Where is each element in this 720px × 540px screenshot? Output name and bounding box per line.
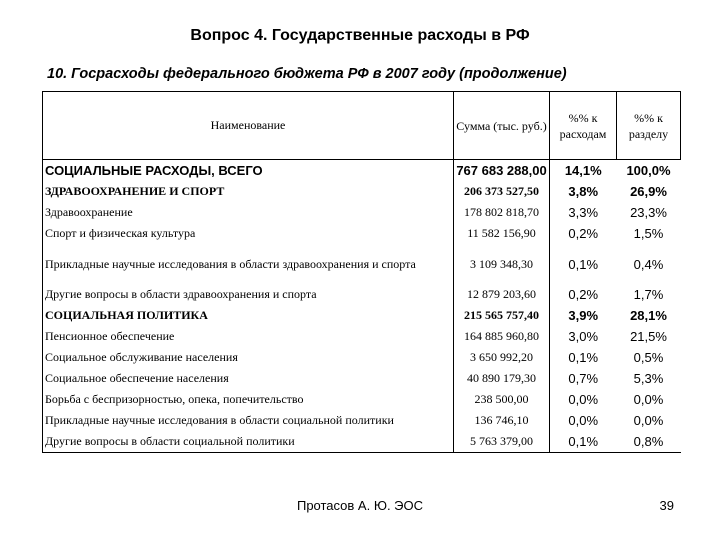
table-row xyxy=(43,305,681,326)
table-row xyxy=(43,284,681,305)
table-row xyxy=(43,389,681,410)
row-name: Прикладные научные исследования в области здравоохранения и спорта xyxy=(43,244,454,284)
row-name: Другие вопросы в области социальной политики xyxy=(43,431,454,453)
table-row xyxy=(43,326,681,347)
row-sum: 164 885 960,80 xyxy=(454,326,550,347)
row-pct-section: 28,1% xyxy=(630,308,667,323)
row-pct-section: 1,5% xyxy=(633,226,664,241)
slide-subtitle: 10. Госрасходы федерального бюджета РФ в 2007 году (продолжение) xyxy=(47,66,567,82)
row-pct-section: 100,0% xyxy=(626,163,671,178)
header-name: Наименование xyxy=(43,92,454,160)
table-row xyxy=(43,181,681,202)
row-pct-total: 0,1% xyxy=(568,350,599,365)
row-name: Другие вопросы в области здравоохранения и спорта xyxy=(43,284,454,305)
row-name: Прикладные научные исследования в области социальной политики xyxy=(43,410,454,431)
expenses-table xyxy=(42,91,681,453)
row-pct-section: 0,0% xyxy=(633,392,664,407)
row-sum: 11 582 156,90 xyxy=(454,223,550,244)
row-name: Спорт и физическая культура xyxy=(43,223,454,244)
expenses-table-container xyxy=(42,91,680,450)
row-pct-total: 0,2% xyxy=(568,287,599,302)
table-row xyxy=(43,223,681,244)
row-pct-section: 1,7% xyxy=(633,287,664,302)
row-name: Социальное обслуживание населения xyxy=(43,347,454,368)
row-name: СОЦИАЛЬНАЯ ПОЛИТИКА xyxy=(43,305,454,326)
row-sum: 767 683 288,00 xyxy=(454,160,550,182)
row-pct-section: 0,4% xyxy=(633,256,664,272)
row-sum: 136 746,10 xyxy=(454,410,550,431)
table-row xyxy=(43,347,681,368)
row-pct-total: 0,0% xyxy=(568,413,599,428)
row-sum: 3 650 992,20 xyxy=(454,347,550,368)
row-pct-section: 0,5% xyxy=(633,350,664,365)
row-pct-total: 0,7% xyxy=(568,371,599,386)
row-pct-total: 3,8% xyxy=(568,184,599,199)
header-sum: Сумма (тыс. руб.) xyxy=(454,92,550,160)
row-name: ЗДРАВООХРАНЕНИЕ И СПОРТ xyxy=(43,181,454,202)
row-name: Пенсионное обеспечение xyxy=(43,326,454,347)
row-sum: 178 802 818,70 xyxy=(454,202,550,223)
row-pct-section: 0,8% xyxy=(617,431,681,453)
row-pct-section: 21,5% xyxy=(630,329,667,344)
row-sum: 5 763 379,00 xyxy=(454,431,550,453)
row-name: Борьба с беспризорностью, опека, попечительство xyxy=(43,389,454,410)
row-pct-section: 23,3% xyxy=(630,205,667,220)
row-sum: 206 373 527,50 xyxy=(454,181,550,202)
table-row xyxy=(43,410,681,431)
row-sum: 12 879 203,60 xyxy=(454,284,550,305)
slide-title: Вопрос 4. Государственные расходы в РФ xyxy=(190,27,530,44)
row-name: Здравоохранение xyxy=(43,202,454,223)
row-sum: 215 565 757,40 xyxy=(454,305,550,326)
header-pct-total: %% к расходам xyxy=(550,92,617,160)
table-row xyxy=(43,368,681,389)
row-sum: 3 109 348,30 xyxy=(454,244,550,284)
row-pct-total: 0,1% xyxy=(550,431,617,453)
footer-author: Протасов А. Ю. ЭОС xyxy=(296,498,424,513)
table-row xyxy=(43,431,681,453)
row-pct-total: 3,0% xyxy=(568,329,599,344)
table-row xyxy=(43,202,681,223)
row-pct-section: 5,3% xyxy=(633,371,664,386)
row-name: Социальное обеспечение населения xyxy=(43,368,454,389)
table-header-row xyxy=(43,92,681,160)
row-pct-section: 26,9% xyxy=(630,184,667,199)
row-sum: 238 500,00 xyxy=(454,389,550,410)
row-pct-total: 0,0% xyxy=(568,392,599,407)
page-number: 39 xyxy=(659,498,674,513)
header-pct-section: %% к разделу xyxy=(617,92,681,160)
row-sum: 40 890 179,30 xyxy=(454,368,550,389)
row-pct-total: 0,2% xyxy=(568,226,599,241)
table-row xyxy=(43,160,681,182)
row-pct-total: 3,9% xyxy=(568,308,599,323)
row-pct-section: 0,0% xyxy=(633,413,664,428)
table-row xyxy=(43,244,681,284)
row-pct-total: 3,3% xyxy=(568,205,599,220)
row-name: СОЦИАЛЬНЫЕ РАСХОДЫ, ВСЕГО xyxy=(43,160,454,182)
row-pct-total: 14,1% xyxy=(564,163,602,178)
row-pct-total: 0,1% xyxy=(568,256,599,272)
